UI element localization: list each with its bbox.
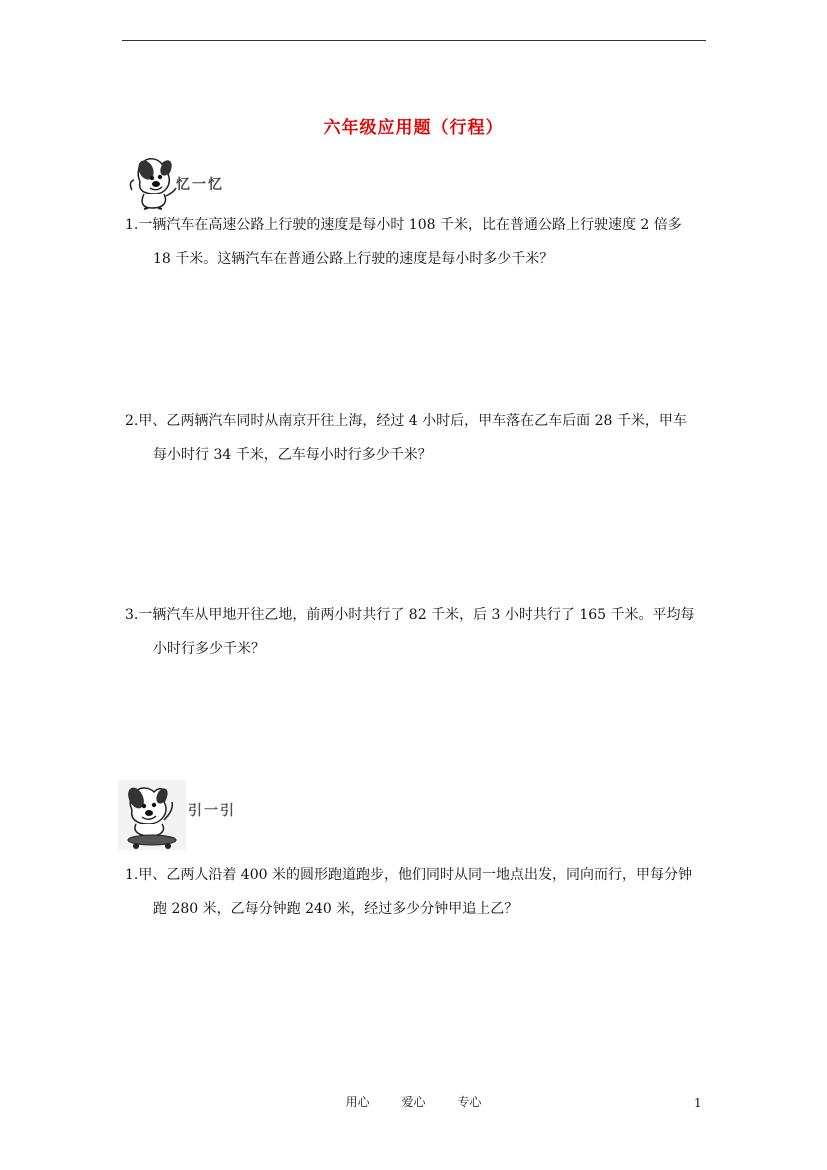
header-rule	[122, 40, 706, 41]
footer-slogan	[0, 1093, 827, 1110]
question-text-line: 每小时行 34 千米，乙车每小时行多少千米？	[153, 447, 432, 463]
question-text-line: 18 千米。这辆汽车在普通公路上行驶的速度是每小时多少千米？	[153, 251, 554, 267]
question-3	[125, 598, 705, 666]
question-1	[125, 208, 705, 276]
question-text-line: 1.一辆汽车在高速公路上行驶的速度是每小时 108 千米，比在普通公路上行驶速度 2 倍多	[125, 217, 682, 233]
page-title: 六年级应用题（行程）	[323, 118, 504, 138]
footer-slogan-item: 专心	[457, 1095, 482, 1109]
section-badge-label: 忆一忆	[176, 177, 224, 193]
section-badge-recall	[122, 152, 242, 210]
section-badge-guide	[118, 780, 248, 850]
question-2	[125, 404, 705, 472]
section-badge-label: 引一引	[188, 803, 236, 819]
question-text-line: 3.一辆汽车从甲地开往乙地，前两小时共行了 82 千米，后 3 小时共行了 165 千米。平均每	[125, 607, 695, 623]
question-text-line: 小时行多少千米？	[153, 641, 265, 657]
footer-slogan-item: 用心	[345, 1095, 370, 1109]
question-text-line: 2.甲、乙两辆汽车同时从南京开往上海，经过 4 小时后，甲车落在乙车后面 28 千米，甲车	[125, 413, 687, 429]
question-4	[125, 858, 705, 926]
footer-slogan-item: 爱心	[401, 1095, 426, 1109]
question-text-line: 1.甲、乙两人沿着 400 米的圆形跑道跑步，他们同时从同一地点出发，同向而行，甲每分钟	[125, 867, 692, 883]
page-number: 1	[694, 1096, 702, 1110]
question-text-line: 跑 280 米，乙每分钟跑 240 米，经过多少分钟甲追上乙？	[153, 901, 519, 917]
